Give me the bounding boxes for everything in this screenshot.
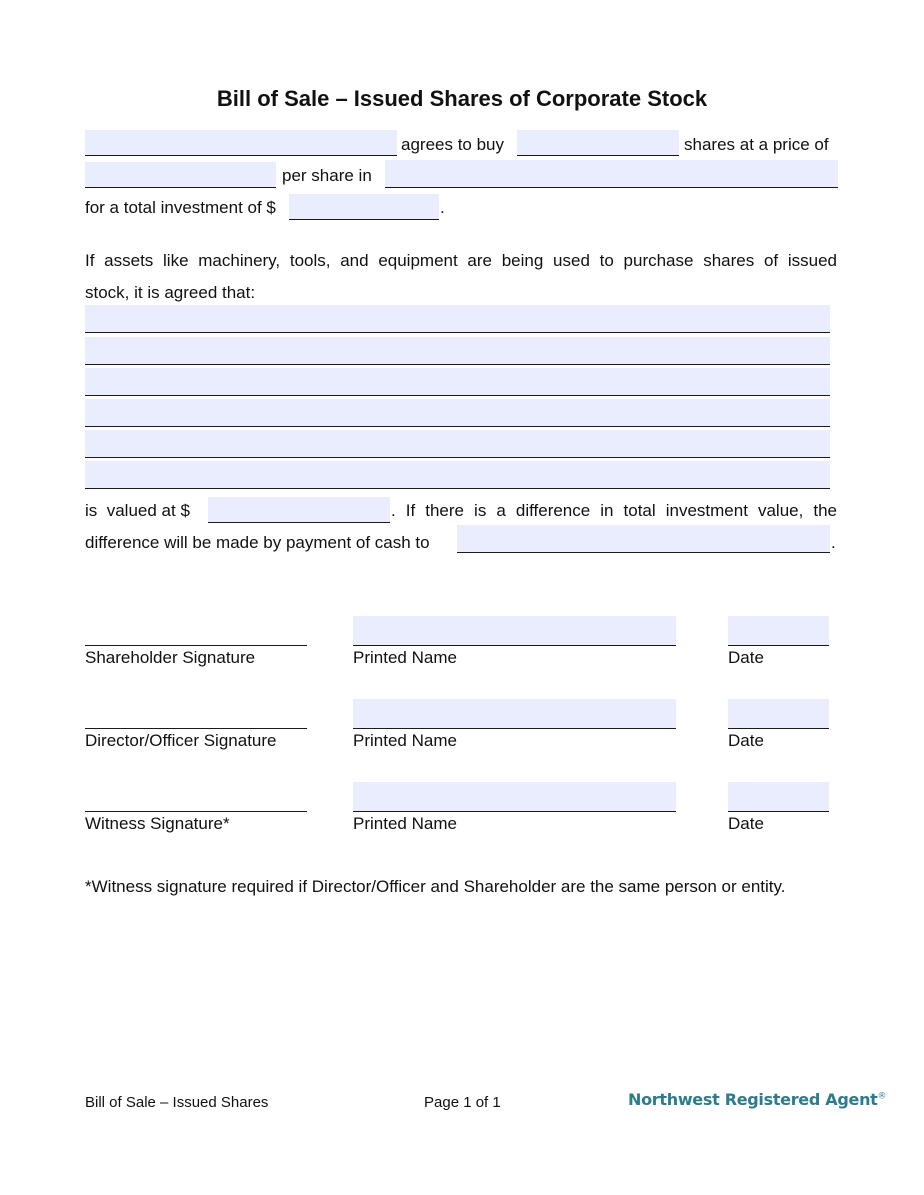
director-signature-label: Director/Officer Signature (85, 731, 277, 750)
cash-payee-field[interactable] (457, 525, 830, 553)
valued-at-text: is valued at $ (85, 501, 190, 520)
share-count-field[interactable] (517, 130, 679, 156)
difference-text: . If there is a difference in total investment value, the (391, 501, 837, 520)
assets-line-6[interactable] (85, 461, 830, 489)
northwest-registered-agent-logo (628, 1090, 886, 1109)
total-investment-text: for a total investment of $ (85, 198, 276, 217)
director-printed-name-label: Printed Name (353, 731, 457, 750)
witness-note: *Witness signature required if Director/Officer and Shareholder are the same person or entity. (85, 877, 786, 896)
price-of-text: shares at a price of (684, 135, 829, 154)
logo-text: Northwest Registered Agent (628, 1090, 878, 1109)
registered-mark: ® (877, 1091, 887, 1102)
witness-printed-name-label: Printed Name (353, 814, 457, 833)
footer-page-number: Page 1 of 1 (424, 1094, 501, 1111)
shareholder-printed-name-field[interactable] (353, 616, 676, 646)
witness-printed-name-field[interactable] (353, 782, 676, 812)
asset-value-field[interactable] (208, 497, 390, 523)
agrees-to-buy-text: agrees to buy (401, 135, 505, 154)
shareholder-printed-name-label: Printed Name (353, 648, 457, 667)
witness-date-field[interactable] (728, 782, 829, 812)
assets-line-2[interactable] (85, 337, 830, 365)
company-name-field[interactable] (385, 160, 838, 188)
period-text-2: . (831, 533, 836, 552)
buyer-name-field[interactable] (85, 130, 397, 156)
assets-line-5[interactable] (85, 430, 830, 458)
director-printed-name-field[interactable] (353, 699, 676, 729)
price-per-share-field[interactable] (85, 162, 276, 188)
shareholder-date-label: Date (728, 648, 764, 667)
payment-of-cash-text: difference will be made by payment of cash to (85, 533, 430, 552)
shareholder-date-field[interactable] (728, 616, 829, 646)
assets-paragraph-line-2: stock, it is agreed that: (85, 283, 256, 302)
director-signature-line[interactable] (85, 703, 307, 729)
assets-line-1[interactable] (85, 305, 830, 333)
shareholder-signature-line[interactable] (85, 620, 307, 646)
assets-line-4[interactable] (85, 399, 830, 427)
witness-signature-line[interactable] (85, 786, 307, 812)
witness-date-label: Date (728, 814, 764, 833)
witness-signature-label: Witness Signature* (85, 814, 230, 833)
assets-line-3[interactable] (85, 368, 830, 396)
shareholder-signature-label: Shareholder Signature (85, 648, 256, 667)
director-date-field[interactable] (728, 699, 829, 729)
per-share-in-text: per share in (282, 166, 372, 185)
total-investment-field[interactable] (289, 194, 439, 220)
director-date-label: Date (728, 731, 764, 750)
document-title: Bill of Sale – Issued Shares of Corporate Stock (216, 86, 708, 111)
assets-paragraph-line-1: If assets like machinery, tools, and equipment are being used to purchase shares of issued (85, 251, 837, 270)
footer-document-name: Bill of Sale – Issued Shares (85, 1094, 269, 1111)
period-text: . (440, 198, 445, 217)
